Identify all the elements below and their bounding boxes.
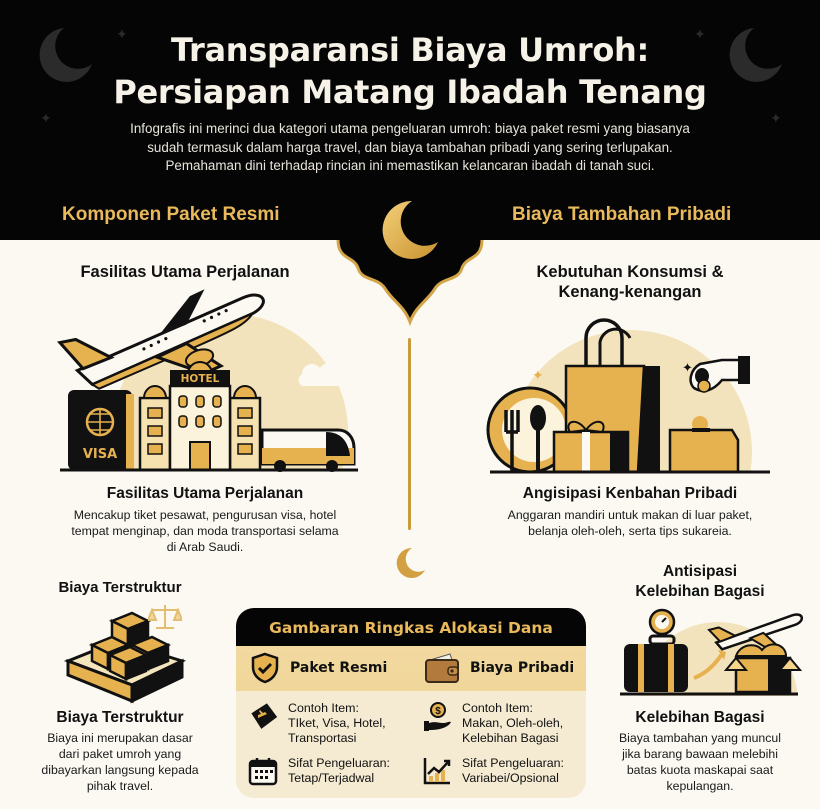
row-label: Sifat Pengeluaran: [288,756,390,770]
travel-facilities-description [40,507,370,555]
rising-chart-icon [422,756,452,786]
center-divider [408,338,411,530]
heading-line: Kenang-kenangan [558,283,702,301]
desc-line: kepulangan. [666,779,734,793]
svg-text:HOTEL: HOTEL [180,373,220,385]
category-label: Biaya Pribadi [470,660,575,676]
desc-line: dibayarkan langsung kepada [41,763,199,777]
shield-check-icon [250,652,280,684]
row-value: Kelebihan Bagasi [462,731,559,745]
official-example-items [246,701,416,746]
personal-expense-title: Angisipasi Kenbahan Pribadi [522,485,738,502]
row-value: TIket, Visa, Hotel, [288,716,386,730]
baggage-description [600,730,800,794]
desc-line: Anggaran mandiri untuk makan di luar paket, [507,508,753,522]
svg-text:$: $ [435,706,441,717]
balance-scale-icon [148,602,182,632]
baggage-illustration [618,606,804,702]
structured-cost-heading: Biaya Terstruktur [58,579,182,596]
heading-line: Antisipasi [662,563,738,580]
desc-line: Biaya ini merupakan dasar [47,731,193,745]
fund-allocation-summary-card [236,608,586,798]
hand-coin-icon [421,701,453,733]
desc-line: Mencakup tiket pesawat, pengurusan visa, hotel [73,508,337,522]
sparkle-star-icon: ✦ [116,27,128,43]
row-label: Contoh Item: [288,701,359,715]
sparkle-star-icon: ✦ [694,27,706,43]
calendar-icon [248,756,278,786]
row-label: Contoh Item: [462,701,533,715]
travel-illustration [40,282,370,478]
baggage-heading [600,562,800,602]
travel-facilities-title: Fasilitas Utama Perjalanan [106,485,304,502]
section-heading-personal: Biaya Tambahan Pribadi [512,204,732,225]
row-value: Transportasi [288,731,357,745]
structured-cost-title: Biaya Terstruktur [56,709,184,726]
passport-visa-icon [68,390,134,470]
category-personal-cost [424,652,574,684]
desc-line: batas kuota maskapai saat [626,763,774,777]
desc-line: pihak travel. [86,779,154,793]
crescent-moon-icon [378,198,442,262]
heading-line: Kelebihan Bagasi [635,583,765,600]
desc-line: jika barang bawaan melebihi [622,747,778,761]
row-value: Tetap/Terjadwal [288,771,375,785]
page-title-line-2: Persiapan Matang Ibadah Tenang [113,73,707,111]
wallet-icon [424,652,460,684]
svg-text:VISA: VISA [82,447,118,462]
desc-line: di Arab Saudi. [166,540,244,554]
structured-cost-description [20,730,220,794]
row-label: Sifat Pengeluaran: [462,756,564,770]
page-title-line-1: Transparansi Biaya Umroh: [170,31,650,69]
crescent-moon-icon [394,546,426,580]
official-expense-nature [246,756,416,786]
personal-expense-nature [420,756,586,786]
baggage-title: Kelebihan Bagasi [635,709,765,726]
section-heading-official: Komponen Paket Resmi [62,204,280,225]
desc-line: tempat menginap, dan moda transportasi selama [71,524,339,538]
flight-ticket-icon [247,701,279,733]
sparkle-star-icon: ✦ [682,361,693,376]
category-official-package [250,652,387,684]
personal-expense-description [460,507,800,539]
intro-line: Infografis ini merinci dua kategori utama pengeluaran umroh: biaya paket resmi yang biasanya [130,121,690,136]
desc-line: dari paket umroh yang [58,747,182,761]
sparkle-star-icon: ✦ [770,111,782,127]
consumption-heading [470,262,790,302]
summary-title: Gambaran Ringkas Alokasi Dana [236,608,586,646]
sparkle-star-icon: ✦ [532,368,544,384]
category-label: Paket Resmi [290,660,388,676]
luggage-scale-icon [624,610,688,692]
intro-line: sudah termasuk dalam harga travel, dan biaya tambahan pribadi yang sering terlupakan. [147,139,673,155]
intro-text [80,120,740,176]
row-value: Makan, Oleh-oleh, [462,716,564,730]
row-value: Variabei/Opsional [462,771,559,785]
desc-line: Biaya tambahan yang muncul [618,731,781,745]
sparkle-star-icon: ✦ [40,111,52,127]
personal-example-items [420,701,586,746]
travel-facilities-heading: Fasilitas Utama Perjalanan [80,263,290,281]
heading-line: Kebutuhan Konsumsi & [536,263,724,281]
consumption-illustration [470,306,790,480]
intro-line: Pemahaman dini terhadap rincian ini memastikan kelancaran ibadah di tanah suci. [165,158,655,173]
desc-line: belanja oleh-oleh, serta tips sukareia. [528,524,732,538]
open-box-icon [726,644,800,692]
